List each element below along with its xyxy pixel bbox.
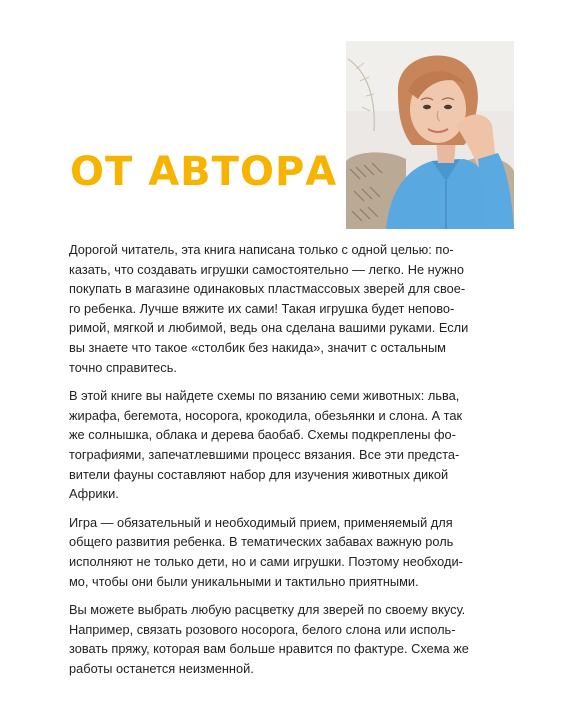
text-line: точно справитесь. xyxy=(69,359,177,375)
text-line: Африки. xyxy=(69,486,119,502)
text-line: жирафа, бегемота, носорога, крокодила, обезьянки и слона. А так xyxy=(69,407,463,423)
text-line: покупать в магазине одинаковых пластмассовых зверей для свое- xyxy=(69,281,466,297)
paragraph xyxy=(69,600,481,678)
body-text xyxy=(69,240,481,687)
text-line: исполняют не только дети, но и сами игрушки. Поэтому необходи- xyxy=(69,553,463,569)
text-line: Например, связать розового носорога, белого слона или исполь- xyxy=(69,621,456,637)
text-line: общего развития ребенка. В тематических забавах важную роль xyxy=(69,534,454,550)
paragraph xyxy=(69,240,481,377)
text-line: тографиями, запечатлевшими процесс вязания. Все эти предста- xyxy=(69,446,460,462)
text-line: мо, чтобы они были уникальными и тактильно приятными. xyxy=(69,573,419,589)
text-line: работы останется неизменной. xyxy=(69,660,254,676)
text-line: В этой книге вы найдете схемы по вязанию семи животных: льва, xyxy=(69,388,460,404)
page-title: ОТ АВТОРА xyxy=(70,149,338,195)
text-line: вы знаете что такое «столбик без накида», значит с остальным xyxy=(69,339,446,355)
text-line: же солнышка, облака и дерева баобаб. Схемы подкреплены фо- xyxy=(69,427,456,443)
author-photo xyxy=(346,41,514,229)
text-line: казать, что создавать игрушки самостоятельно — легко. Не нужно xyxy=(69,261,464,277)
text-line: Дорогой читатель, эта книга написана только с одной целью: по- xyxy=(69,242,454,257)
text-line: вители фауны составляют набор для изучения животных дикой xyxy=(69,466,449,482)
text-line: Игра — обязательный и необходимый прием, применяемый для xyxy=(69,514,453,530)
text-line: зовать пряжу, которая вам больше нравится по фактуре. Схема же xyxy=(69,641,469,657)
text-line: римой, мягкой и любимой, ведь она сделана вашими руками. Если xyxy=(69,320,469,336)
text-line: го ребенка. Лучше вяжите их сами! Такая игрушка будет непово- xyxy=(69,300,455,316)
paragraph xyxy=(69,386,481,504)
paragraph xyxy=(69,513,481,591)
text-line: Вы можете выбрать любую расцветку для зверей по своему вкусу. xyxy=(69,602,466,618)
